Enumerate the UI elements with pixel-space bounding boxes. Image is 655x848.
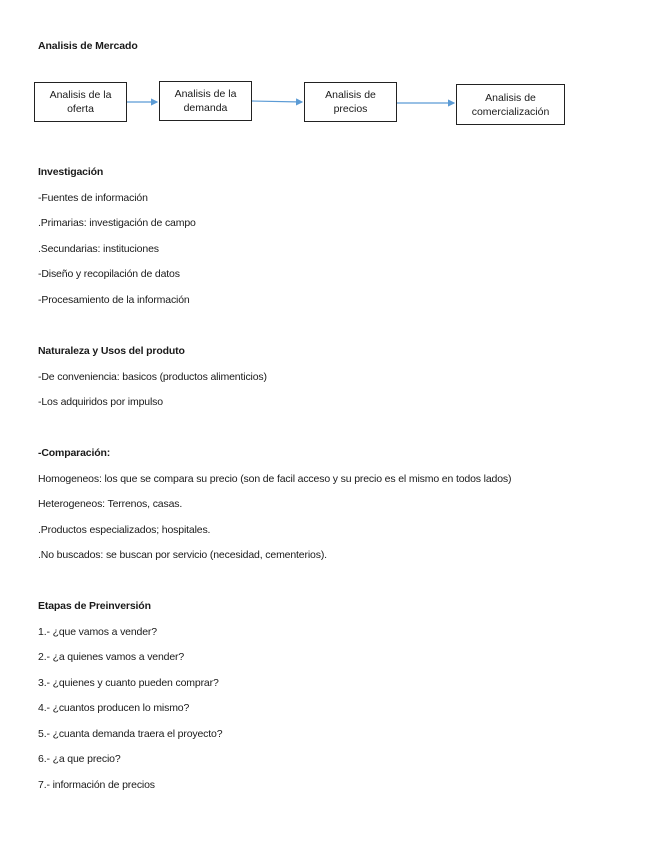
list-item: 3.- ¿quienes y cuanto pueden comprar? [38,676,219,689]
list-item: Homogeneos: los que se compara su precio (son de facil acceso y su precio es el mismo en todos lados) [38,472,512,485]
list-item: 6.- ¿a que precio? [38,753,121,765]
document-title: Analisis de Mercado [38,40,138,52]
list-item: .Productos especializados; hospitales. [38,523,211,536]
list-item: -Procesamiento de la información [38,293,190,306]
list-item: -Diseño y recopilación de datos [38,268,180,280]
flow-box-comercializacion: Analisis de comercialización [456,84,565,125]
list-item: .No buscados: se buscan por servicio (necesidad, cementerios). [38,549,327,561]
heading-comparacion: -Comparación: [38,447,111,459]
list-item: 7.- información de precios [38,778,155,791]
list-item: 4.- ¿cuantos producen lo mismo? [38,702,190,714]
section-naturaleza [38,339,267,416]
list-item: .Secundarias: instituciones [38,242,159,255]
list-item: -Fuentes de información [38,191,148,204]
flow-box-oferta: Analisis de la oferta [34,82,127,122]
section-etapas [38,594,222,798]
list-item: .Primarias: investigación de campo [38,217,196,229]
list-item: Heterogeneos: Terrenos, casas. [38,498,183,510]
section-investigacion [38,160,196,313]
list-item: -Los adquiridos por impulso [38,396,163,408]
list-item: 2.- ¿a quienes vamos a vender? [38,651,185,663]
list-item: 1.- ¿que vamos a vender? [38,625,157,638]
heading-investigacion: Investigación [38,166,104,178]
heading-etapas: Etapas de Preinversión [38,600,151,612]
flow-arrow-2 [252,101,302,102]
flow-box-precios: Analisis de precios [304,82,397,122]
flow-box-demanda: Analisis de la demanda [159,81,252,121]
section-comparacion [38,441,511,569]
list-item: 5.- ¿cuanta demanda traera el proyecto? [38,727,223,740]
list-item: -De conveniencia: basicos (productos alimenticios) [38,370,267,383]
heading-naturaleza: Naturaleza y Usos del produto [38,345,185,357]
